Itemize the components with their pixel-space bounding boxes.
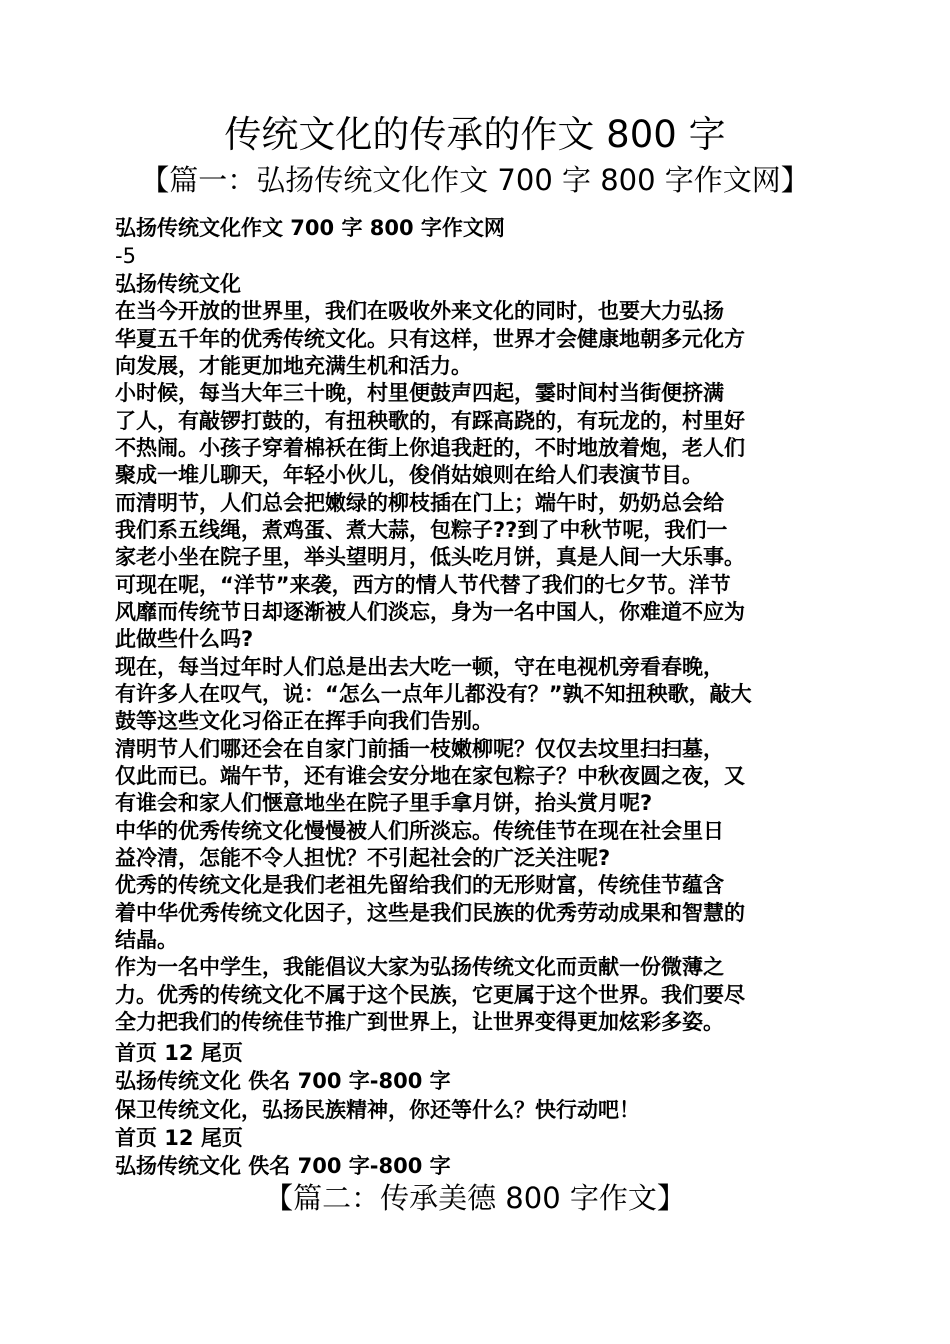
paragraph-line: 向发展，才能更加地充满生机和活力。 [115,354,472,378]
section-heading-1: 【篇一：弘扬传统文化作文 700 字 800 字作文网】 [140,163,810,197]
author-line: 弘扬传统文化 佚名 700 字-800 字 [115,1069,451,1093]
paragraph-line: 仅此而已。端午节，还有谁会安分地在家包粽子？中秋夜圆之夜，又 [115,764,745,788]
paragraph-line: 着中华优秀传统文化因子，这些是我们民族的优秀劳动成果和智慧的 [115,901,745,925]
paragraph-line: 力。优秀的传统文化不属于这个民族，它更属于这个世界。我们要尽 [115,983,745,1007]
slogan-line: 保卫传统文化，弘扬民族精神，你还等什么？快行动吧！ [115,1098,640,1122]
paragraph-line: 了人，有敲锣打鼓的，有扭秧歌的，有踩高跷的，有玩龙的，村里好 [115,409,745,433]
page-marker: -5 [115,244,136,268]
paragraph-line: 可现在呢，“洋节”来袭，西方的情人节代替了我们的七夕节。洋节 [115,573,731,597]
author-line: 弘扬传统文化 佚名 700 字-800 字 [115,1154,451,1178]
paragraph-line: 中华的优秀传统文化慢慢被人们所淡忘。传统佳节在现在社会里日 [115,819,724,843]
paragraph-line: 而清明节，人们总会把嫩绿的柳枝插在门上；端午时，奶奶总会给 [115,491,724,515]
paragraph-line: 有谁会和家人们惬意地坐在院子里手拿月饼，抬头赏月呢? [115,791,653,815]
paragraph-line: 不热闹。小孩子穿着棉袄在街上你追我赶的，不时地放着炮，老人们 [115,436,745,460]
paragraph-line: 现在，每当过年时人们总是出去大吃一顿，守在电视机旁看春晚， [115,655,724,679]
pagination-line: 首页 12 尾页 [115,1041,243,1065]
paragraph-line: 华夏五千年的优秀传统文化。只有这样，世界才会健康地朝多元化方 [115,327,745,351]
paragraph-line: 全力把我们的传统佳节推广到世界上，让世界变得更加炫彩多姿。 [115,1010,724,1034]
document-title: 传统文化的传承的作文 800 字 [224,113,726,156]
paragraph-line: 优秀的传统文化是我们老祖先留给我们的无形财富，传统佳节蕴含 [115,873,724,897]
paragraph-line: 风靡而传统节日却逐渐被人们淡忘，身为一名中国人，你难道不应为 [115,600,745,624]
paragraph-line: 作为一名中学生，我能倡议大家为弘扬传统文化而贡献一份微薄之 [115,955,724,979]
paragraph-line: 我们系五线绳，煮鸡蛋、煮大蒜，包粽子??到了中秋节呢，我们一 [115,518,728,542]
paragraph-line: 小时候，每当大年三十晚，村里便鼓声四起，霎时间村当街便挤满 [115,381,724,405]
paragraph-line: 在当今开放的世界里，我们在吸收外来文化的同时，也要大力弘扬 [115,299,724,323]
paragraph-line: 家老小坐在院子里，举头望明月，低头吃月饼，真是人间一大乐事。 [115,545,745,569]
paragraph-line: 此做些什么吗? [115,627,254,651]
paragraph-line: 清明节人们哪还会在自家门前插一枝嫩柳呢？仅仅去坟里扫扫墓， [115,737,724,761]
paragraph-line: 益冷清，怎能不令人担忧？不引起社会的广泛关注呢? [115,846,611,870]
pagination-line: 首页 12 尾页 [115,1126,243,1150]
paragraph-line: 有许多人在叹气，说：“怎么一点年儿都没有？”孰不知扭秧歌，敲大 [115,682,752,706]
paragraph-line: 聚成一堆儿聊天，年轻小伙儿，俊俏姑娘则在给人们表演节目。 [115,463,703,487]
paragraph-line: 结晶。 [115,928,178,952]
section-heading-2: 【篇二：传承美德 800 字作文】 [264,1181,686,1215]
paragraph-line: 鼓等这些文化习俗正在挥手向我们告别。 [115,709,493,733]
article-source-line: 弘扬传统文化作文 700 字 800 字作文网 [115,216,505,240]
article-title: 弘扬传统文化 [115,272,241,296]
